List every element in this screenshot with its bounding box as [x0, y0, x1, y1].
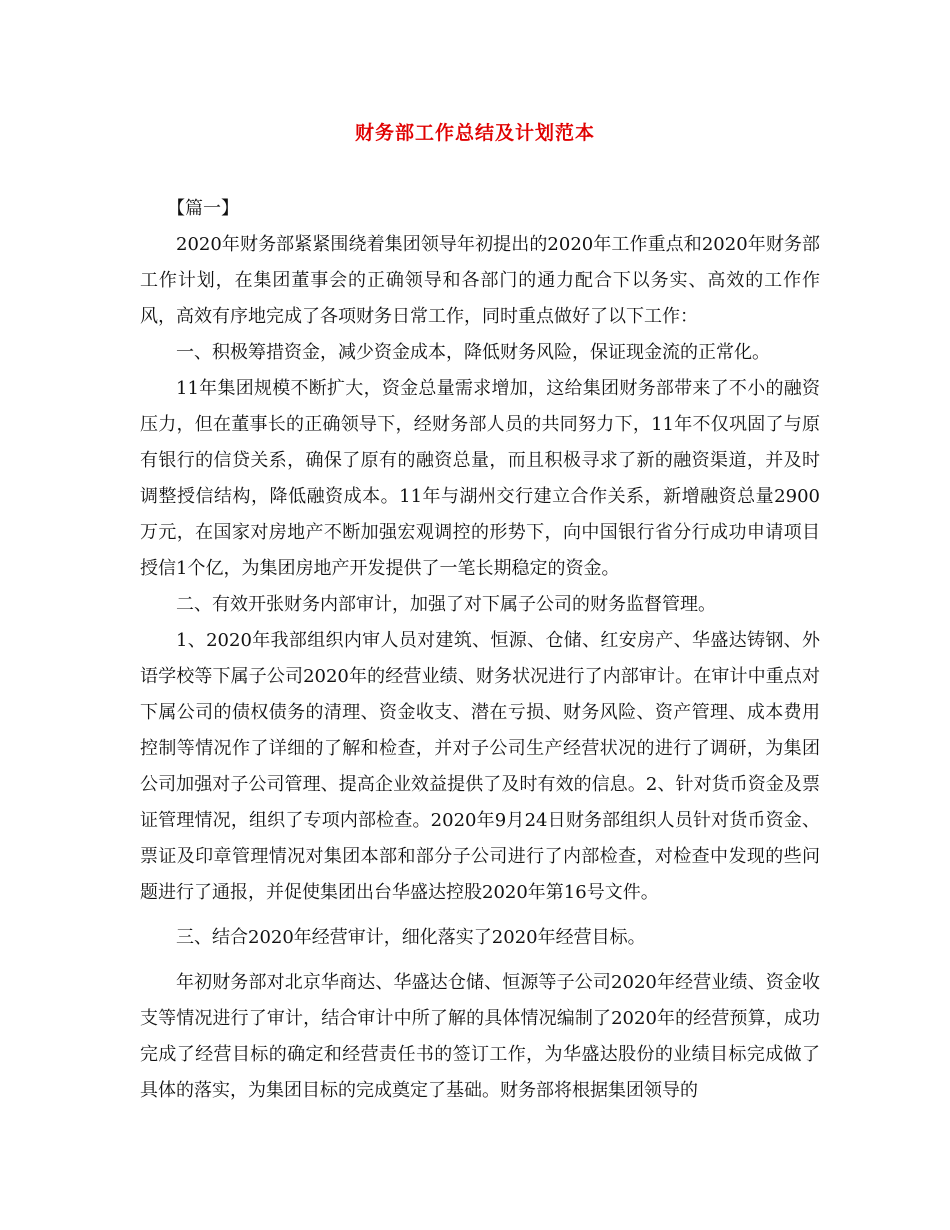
heading-item-2: 二、有效开张财务内部审计，加强了对下属子公司的财务监督管理。 — [176, 594, 716, 615]
heading-item-1: 一、积极筹措资金，减少资金成本，降低财务风险，保证现金流的正常化。 — [176, 342, 770, 363]
paragraph-targets: 年初财务部对北京华商达、华盛达仓储、恒源等子公司2020年经营业绩、资金收支等情况进行了审计，结合审计中所了解的具体情况编制了2020年的经营预算，成功完成了经营目标的确定和经营责任书的签订工作，为华盛达股份的业绩目标完成做了具体的落实，为集团目标的完成奠定了基础。财务部将根据集团领导的 — [140, 972, 820, 1101]
heading-item-3: 三、结合2020年经营审计，细化落实了2020年经营目标。 — [176, 927, 646, 948]
section-label: 【篇一】 — [167, 198, 239, 219]
document-body — [140, 191, 820, 1109]
paragraph-intro: 2020年财务部紧紧围绕着集团领导年初提出的2020年工作重点和2020年财务部工作计划，在集团董事会的正确领导和各部门的通力配合下以务实、高效的工作作风，高效有序地完成了各项财务日常工作，同时重点做好了以下工作： — [140, 234, 820, 327]
document-title: 财务部工作总结及计划范本 — [354, 122, 595, 144]
paragraph-financing: 11年集团规模不断扩大，资金总量需求增加，这给集团财务部带来了不小的融资压力，但在董事长的正确领导下，经财务部人员的共同努力下，11年不仅巩固了与原有银行的信贷关系，确保了原有的融资总量，而且积极寻求了新的融资渠道，并及时调整授信结构，降低融资成本。11年与湖州交行建立合作关系，新增融资总量2900万元，在国家对房地产不断加强宏观调控的形势下，向中国银行省分行成功申请项目授信1个亿，为集团房地产开发提供了一笔长期稳定的资金。 — [140, 378, 820, 579]
paragraph-audit: 1、2020年我部组织内审人员对建筑、恒源、仓储、红安房产、华盛达铸钢、外语学校等下属子公司2020年的经营业绩、财务状况进行了内部审计。在审计中重点对下属公司的债权债务的清理、资金收支、潜在亏损、财务风险、资产管理、成本费用控制等情况作了详细的了解和检查，并对子公司生产经营状况的进行了调研，为集团公司加强对子公司管理、提高企业效益提供了及时有效的信息。2、针对货币资金及票证管理情况，组织了专项内部检查。2020年9月24日财务部组织人员针对货币资金、票证及印章管理情况对集团本部和部分子公司进行了内部检查，对检查中发现的些问题进行了通报，并促使集团出台华盛达控股2020年第16号文件。 — [140, 630, 820, 903]
